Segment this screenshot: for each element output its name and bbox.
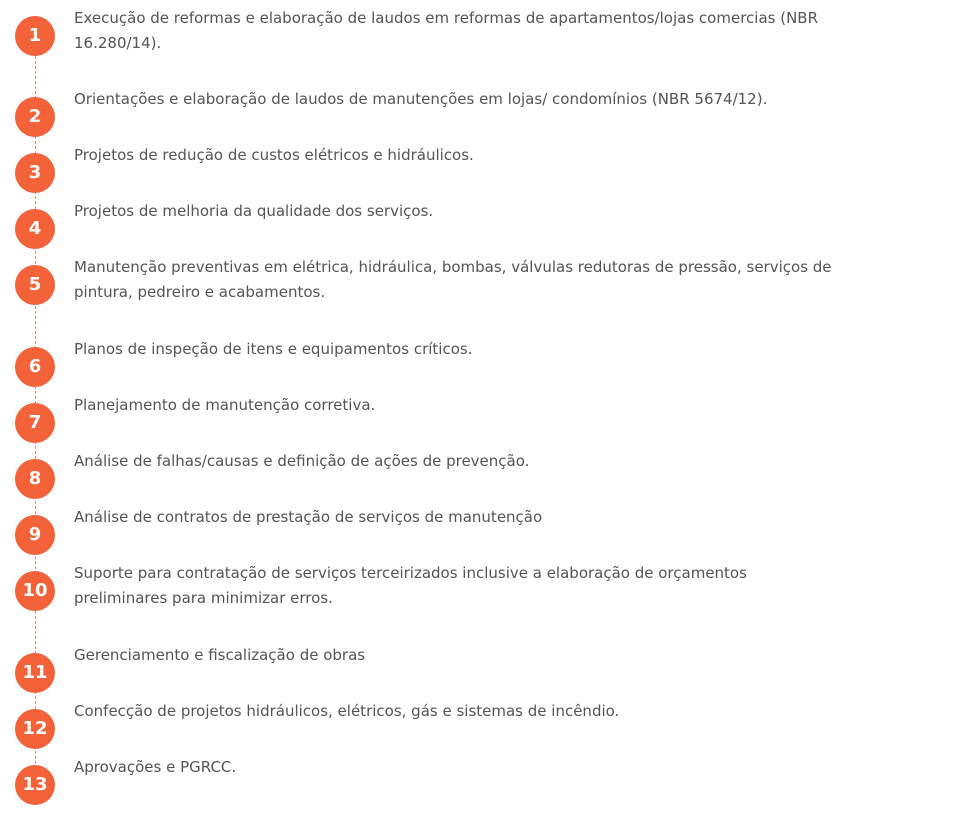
step-number-badge: 8 bbox=[15, 459, 55, 499]
step-number-badge: 7 bbox=[15, 403, 55, 443]
step-description: Execução de reformas e elaboração de laudos em reformas de apartamentos/lojas comercias (NBR 16.280/14). bbox=[74, 9, 819, 52]
step-number-badge: 11 bbox=[15, 653, 55, 693]
step-number-badge: 3 bbox=[15, 153, 55, 193]
step-number-badge: 1 bbox=[15, 16, 55, 56]
step-description: Planos de inspeção de itens e equipamentos críticos. bbox=[74, 340, 473, 358]
step-number-badge: 9 bbox=[15, 515, 55, 555]
step-description: Suporte para contratação de serviços terceirizados inclusive a elaboração de orçamentos preliminares para minimizar erros. bbox=[74, 564, 747, 607]
step-description: Aprovações e PGRCC. bbox=[74, 758, 237, 776]
step-number-badge: 12 bbox=[15, 709, 55, 749]
step-description: Orientações e elaboração de laudos de manutenções em lojas/ condomínios (NBR 5674/12). bbox=[74, 90, 768, 108]
step-description: Gerenciamento e fiscalização de obras bbox=[74, 646, 366, 664]
step-number-badge: 5 bbox=[15, 265, 55, 305]
step-number-badge: 2 bbox=[15, 97, 55, 137]
step-number-badge: 10 bbox=[15, 571, 55, 611]
step-number-badge: 6 bbox=[15, 347, 55, 387]
step-description: Projetos de melhoria da qualidade dos serviços. bbox=[74, 202, 434, 220]
step-description: Projetos de redução de custos elétricos e hidráulicos. bbox=[74, 146, 474, 164]
step-description: Análise de falhas/causas e definição de ações de prevenção. bbox=[74, 452, 530, 470]
step-description: Planejamento de manutenção corretiva. bbox=[74, 396, 376, 414]
step-description: Confecção de projetos hidráulicos, elétricos, gás e sistemas de incêndio. bbox=[74, 702, 620, 720]
step-number-badge: 13 bbox=[15, 765, 55, 805]
step-description: Manutenção preventivas em elétrica, hidráulica, bombas, válvulas redutoras de pressão, serviços de pintura, pedreiro e acabamentos. bbox=[74, 258, 832, 301]
step-description: Análise de contratos de prestação de serviços de manutenção bbox=[74, 508, 543, 526]
step-number-badge: 4 bbox=[15, 209, 55, 249]
